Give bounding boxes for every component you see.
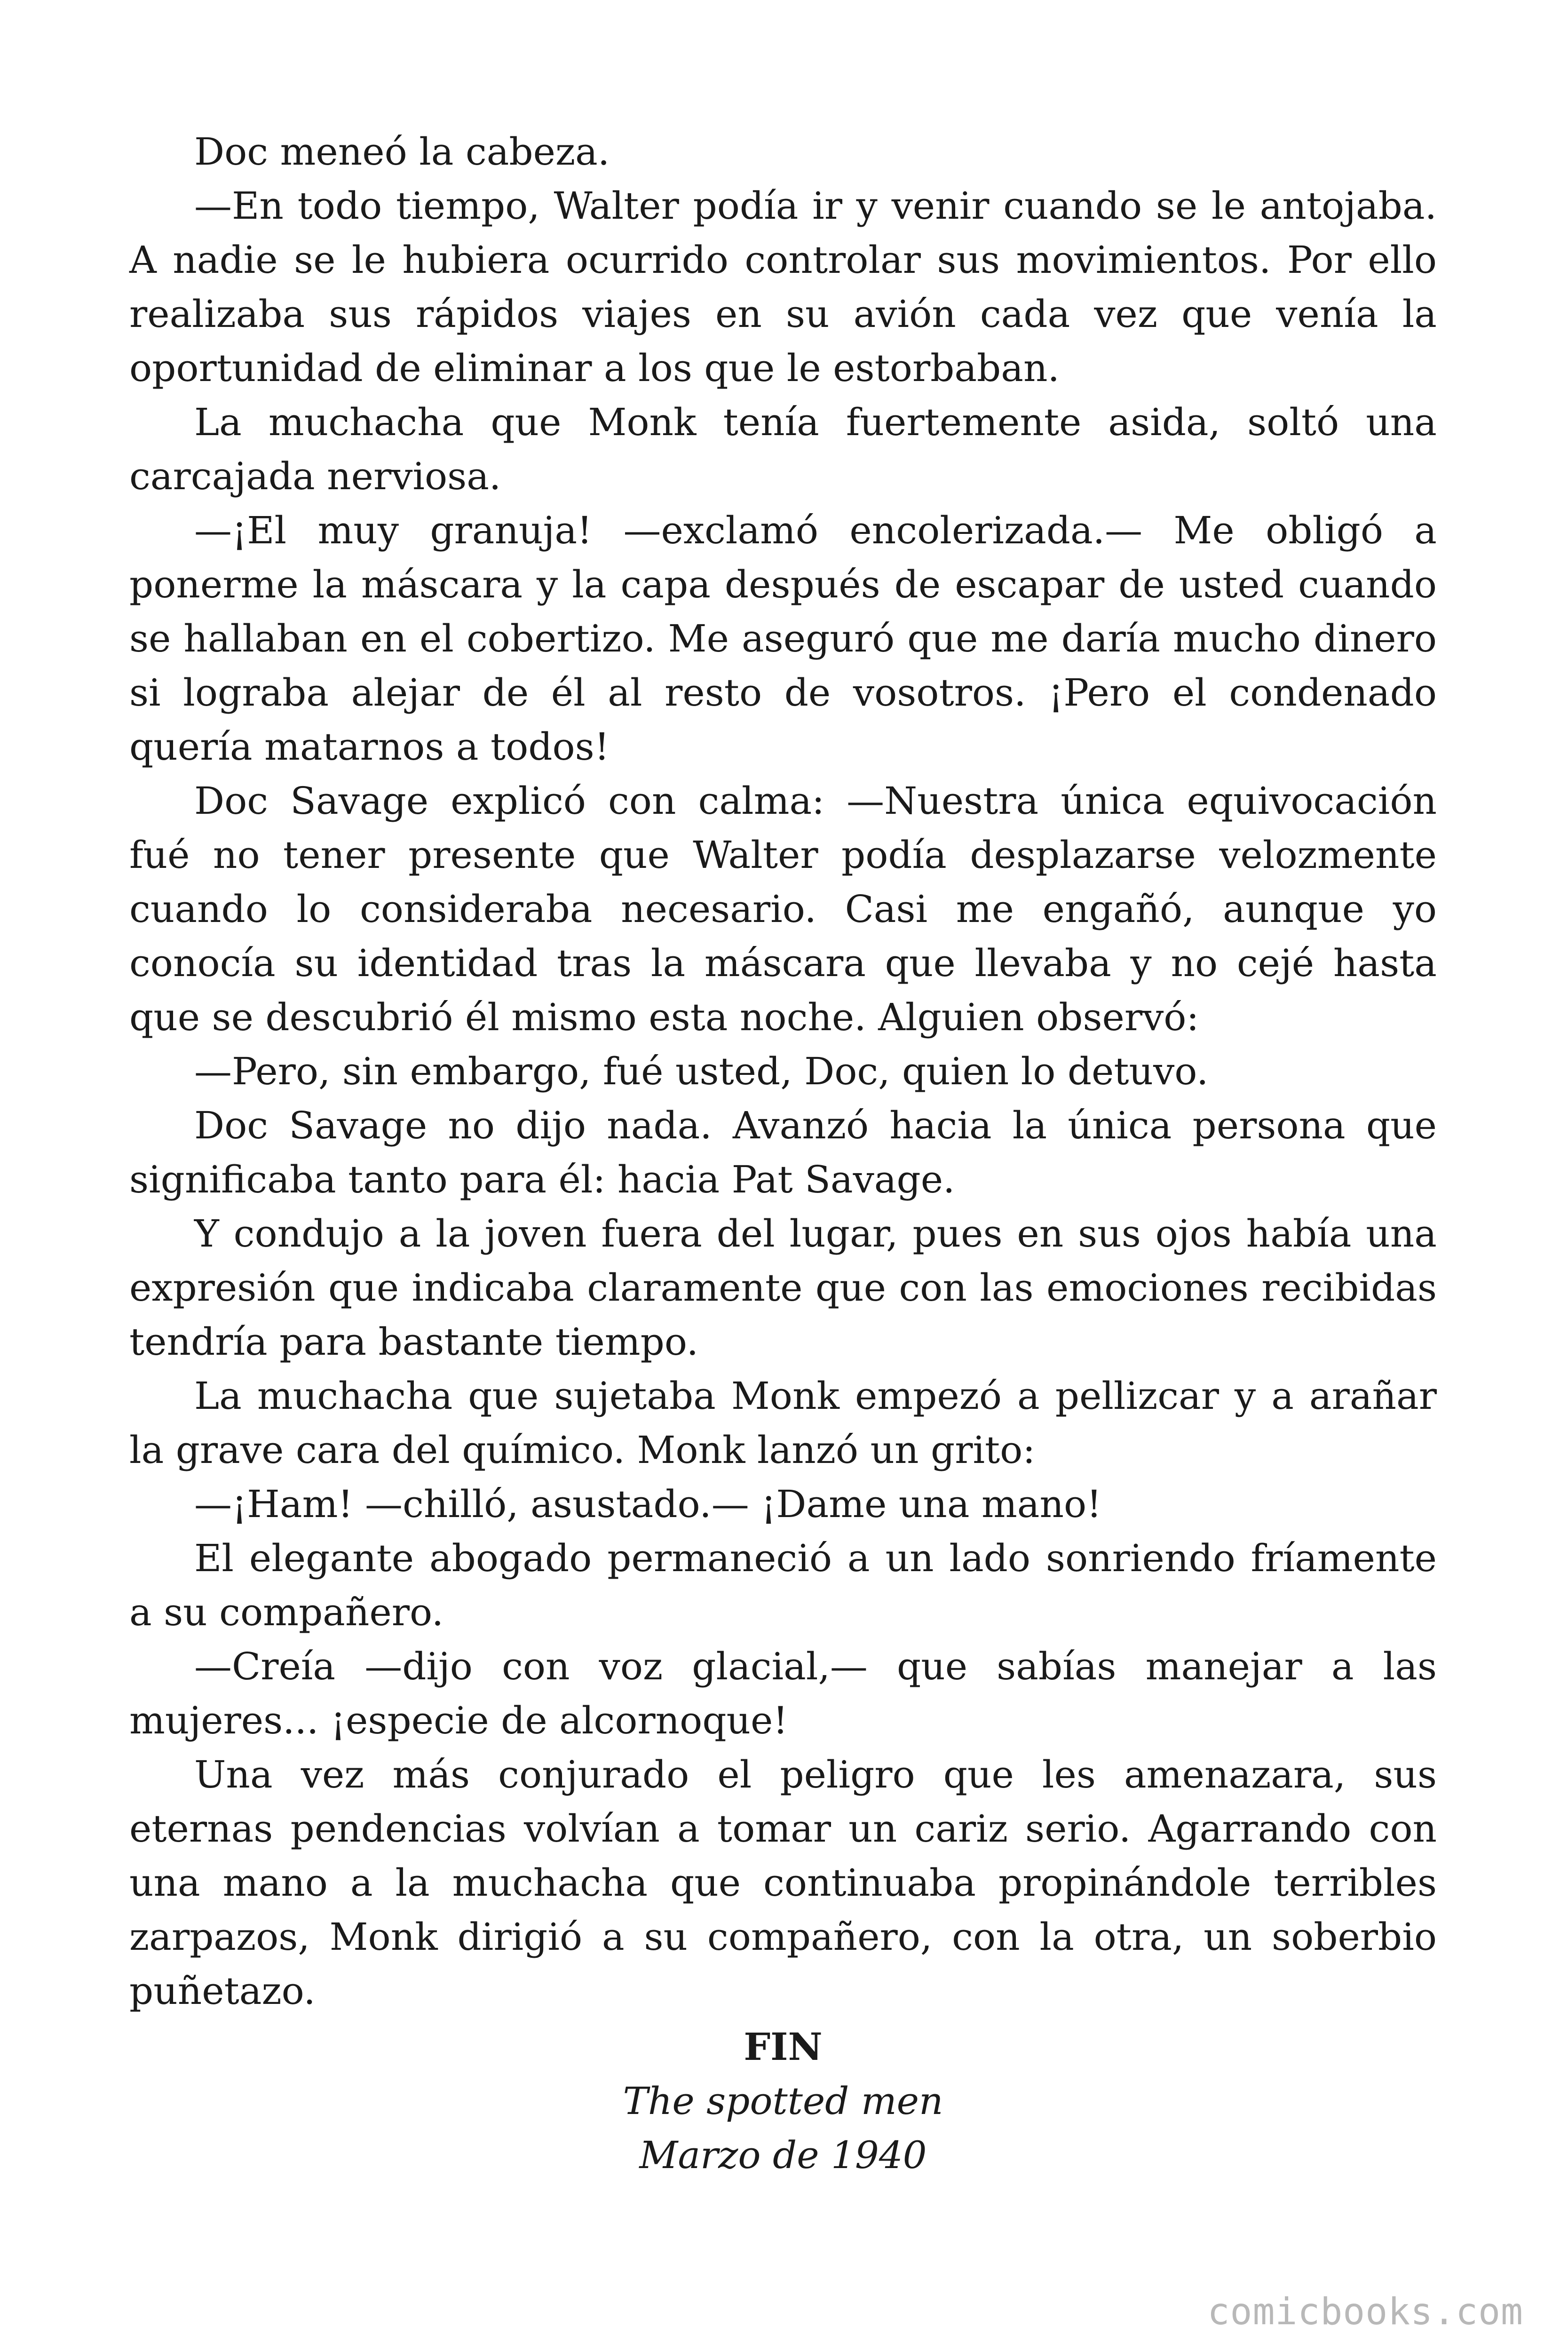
watermark: comicbooks.com bbox=[1207, 2291, 1523, 2333]
paragraph: La muchacha que Monk tenía fuertemente asida, soltó una carcajada nerviosa. bbox=[129, 400, 1437, 498]
ending-block bbox=[129, 2020, 1437, 2182]
paragraph: La muchacha que sujetaba Monk empezó a pellizcar y a arañar la grave cara del químico. Monk lanzó un grito: bbox=[129, 1374, 1437, 1472]
paragraph: Doc Savage no dijo nada. Avanzó hacia la única persona que significaba tanto para él: hacia Pat Savage. bbox=[129, 1104, 1437, 1201]
paragraph: —¡El muy granuja! —exclamó encolerizada.— Me obligó a ponerme la máscara y la capa después de escapar de usted cuando se hallaban en el cobertizo. Me aseguró que me daría mucho dinero si lograba alejar de él al resto de vosotros. ¡Pero el condenado quería matarnos a todos! bbox=[129, 509, 1437, 769]
paragraph: —Creía —dijo con voz glacial,— que sabías manejar a las mujeres... ¡especie de alcornoque! bbox=[129, 1645, 1437, 1742]
original-title: The spotted men bbox=[623, 2079, 943, 2123]
paragraph: Doc Savage explicó con calma: —Nuestra única equivocación fué no tener presente que Walter podía desplazarse velozmente cuando lo consideraba necesario. Casi me engañó, aunque yo conocía su identidad tras la máscara que llevaba y no cejé hasta que se descubrió él mismo esta noche. Alguien observó: bbox=[129, 779, 1437, 1039]
publication-date: Marzo de 1940 bbox=[639, 2133, 927, 2177]
paragraph: —En todo tiempo, Walter podía ir y venir cuando se le antojaba. A nadie se le hubiera ocurrido controlar sus movimientos. Por ello realizaba sus rápidos viajes en su avión cada vez que venía la oportunidad de eliminar a los que le estorbaban. bbox=[129, 184, 1437, 390]
fin-heading: FIN bbox=[744, 2025, 823, 2069]
paragraph: —¡Ham! —chilló, asustado.— ¡Dame una mano! bbox=[194, 1482, 1102, 1526]
paragraph: El elegante abogado permaneció a un lado sonriendo fríamente a su compañero. bbox=[129, 1536, 1437, 1634]
page-body bbox=[129, 125, 1437, 2182]
paragraph: —Pero, sin embargo, fué usted, Doc, quien lo detuvo. bbox=[194, 1049, 1209, 1093]
paragraph: Doc meneó la cabeza. bbox=[194, 130, 610, 174]
paragraph: Y condujo a la joven fuera del lugar, pues en sus ojos había una expresión que indicaba claramente que con las emociones recibidas tendría para bastante tiempo. bbox=[129, 1212, 1437, 1364]
paragraph: Una vez más conjurado el peligro que les amenazara, sus eternas pendencias volvían a tomar un cariz serio. Agarrando con una mano a la muchacha que continuaba propinándole terribles zarpazos, Monk dirigió a su compañero, con la otra, un soberbio puñetazo. bbox=[129, 1753, 1437, 2013]
